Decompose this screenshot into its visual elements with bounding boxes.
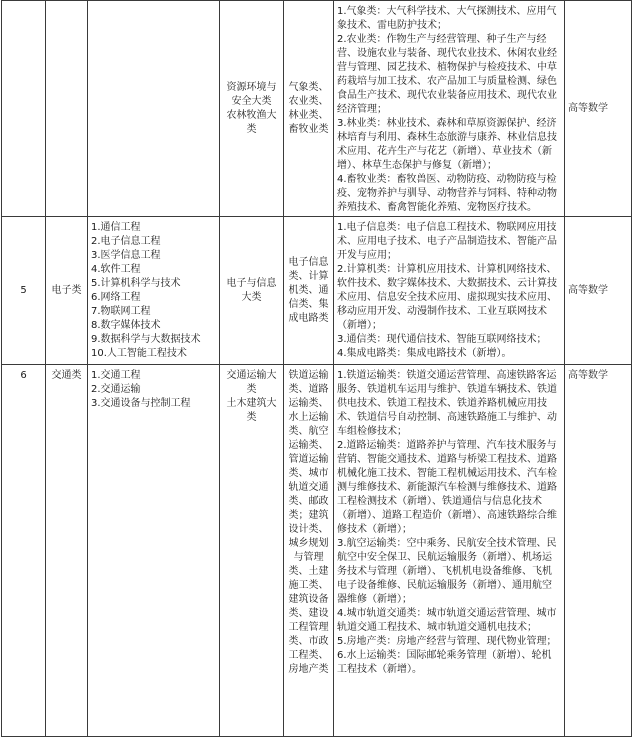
row-category: 交通类 bbox=[46, 365, 88, 737]
row-exam-subject: 高等数学 bbox=[565, 365, 632, 737]
row-vocational-subcats: 电子信息类、计算机类、通信类、集成电路类 bbox=[284, 217, 334, 365]
table-row bbox=[2, 365, 632, 737]
row-exam-subject: 高等数学 bbox=[565, 1, 632, 217]
vocational-category-text: 资源环境与安全大类 农林牧渔大类 bbox=[226, 81, 277, 135]
row-number: 6 bbox=[2, 365, 46, 737]
row-category: 电子类 bbox=[46, 217, 88, 365]
detail-item: 4.集成电路类：集成电路技术（新增）。 bbox=[337, 348, 512, 359]
row-exam-subject: 高等数学 bbox=[565, 217, 632, 365]
detail-item: 2.计算机类：计算机应用技术、计算机网络技术、软件技术、数字媒体技术、大数据技术、云计算技术应用、信息安全技术应用、虚拟现实技术应用、移动应用开发、动漫制作技术、工业互联网技术（新增）； bbox=[337, 264, 557, 331]
table-row bbox=[2, 217, 632, 365]
detail-item: 4.城市轨道交通类：城市轨道交通运营管理、城市轨道交通工程技术、城市轨道交通机电技术； bbox=[337, 608, 557, 633]
row-number: 5 bbox=[2, 217, 46, 365]
detail-item: 5.房地产类：房地产经营与管理、现代物业管理； bbox=[337, 636, 557, 647]
major-item: 6.网络工程 bbox=[91, 292, 141, 303]
row-category bbox=[46, 1, 88, 217]
major-catalog-table bbox=[1, 0, 632, 737]
major-item: 5.计算机科学与技术 bbox=[91, 278, 181, 289]
major-item: 9.数据科学与大数据技术 bbox=[91, 334, 201, 345]
detail-item: 3.林业类：林业技术、森林和草原资源保护、经济林培育与利用、森林生态旅游与康养、林业信息技术应用、花卉生产与花艺（新增）、草业技术（新增）、林草生态保护与修复（新增）； bbox=[337, 118, 557, 171]
major-item: 2.交通运输 bbox=[91, 384, 141, 395]
row-details bbox=[334, 365, 565, 737]
detail-item: 6.水上运输类：国际邮轮乘务管理（新增）、轮机工程技术（新增）。 bbox=[337, 650, 552, 675]
detail-item: 4.畜牧业类：畜牧兽医、动物防疫、动物防疫与检疫、宠物养护与驯导、动物营养与饲料、特种动物养殖技术、畜禽智能化养殖、宠物医疗技术。 bbox=[337, 174, 557, 213]
row-details bbox=[334, 217, 565, 365]
major-item: 1.通信工程 bbox=[91, 222, 141, 233]
row-vocational-category bbox=[220, 365, 284, 737]
major-item: 10.人工智能工程技术 bbox=[91, 348, 187, 359]
row-details bbox=[334, 1, 565, 217]
major-item: 7.物联网工程 bbox=[91, 306, 151, 317]
row-vocational-category bbox=[220, 1, 284, 217]
table-row bbox=[2, 1, 632, 217]
major-item: 1.交通工程 bbox=[91, 370, 141, 381]
detail-item: 1.电子信息类：电子信息工程技术、物联网应用技术、应用电子技术、电子产品制造技术、智能产品开发与应用； bbox=[337, 222, 557, 261]
detail-item: 2.农业类：作物生产与经营管理、种子生产与经营、设施农业与装备、现代农业技术、休闲农业经营与管理、园艺技术、植物保护与检疫技术、中草药栽培与加工技术、农产品加工与质量检测、绿色食品生产技术、现代农业装备应用技术、现代农业经济管理； bbox=[337, 34, 557, 115]
major-item: 8.数字媒体技术 bbox=[91, 320, 161, 331]
detail-item: 3.通信类：现代通信技术、智能互联网络技术； bbox=[337, 334, 547, 345]
row-number bbox=[2, 1, 46, 217]
detail-item: 1.气象类：大气科学技术、大气探测技术、应用气象技术、雷电防护技术； bbox=[337, 6, 557, 31]
major-item: 2.电子信息工程 bbox=[91, 236, 161, 247]
row-vocational-subcats: 铁道运输类、道路运输类、水上运输类、航空运输类、管道运输类、城市轨道交通类、邮政类；建筑设计类、城乡规划与管理类、土建施工类、建筑设备类、建设工程管理类、市政工程类、房地产类 bbox=[284, 365, 334, 737]
major-item: 4.软件工程 bbox=[91, 264, 141, 275]
detail-item: 1.铁道运输类：铁道交通运营管理、高速铁路客运服务、铁道机车运用与维护、铁道车辆技术、铁道供电技术、铁道工程技术、铁道养路机械应用技术、铁道信号自动控制、高速铁路施工与维护、动车组检修技术； bbox=[337, 370, 557, 437]
major-item: 3.交通设备与控制工程 bbox=[91, 398, 191, 409]
detail-item: 2.道路运输类：道路养护与管理、汽车技术服务与营销、智能交通技术、道路与桥梁工程技术、道路机械化施工技术、智能工程机械运用技术、汽车检测与维修技术、新能源汽车检测与维修技术、道路工程检测技术（新增）、铁道通信与信息化技术（新增）、道路工程造价（新增）、高速铁路综合维修技术（新增）； bbox=[337, 440, 557, 535]
vocational-category-text: 交通运输大类 土木建筑大类 bbox=[226, 370, 277, 423]
major-item: 3.医学信息工程 bbox=[91, 250, 161, 261]
row-majors bbox=[88, 217, 220, 365]
detail-item: 3.航空运输类：空中乘务、民航安全技术管理、民航空中安全保卫、民航运输服务（新增）、机场运务技术与管理（新增）、飞机机电设备维修、飞机电子设备维修、民航运输服务（新增）、通用航空器维修（新增）； bbox=[337, 538, 557, 605]
row-vocational-category: 电子与信息大类 bbox=[220, 217, 284, 365]
row-vocational-subcats: 气象类、农业类、林业类、畜牧业类 bbox=[284, 1, 334, 217]
row-majors bbox=[88, 1, 220, 217]
row-majors bbox=[88, 365, 220, 737]
